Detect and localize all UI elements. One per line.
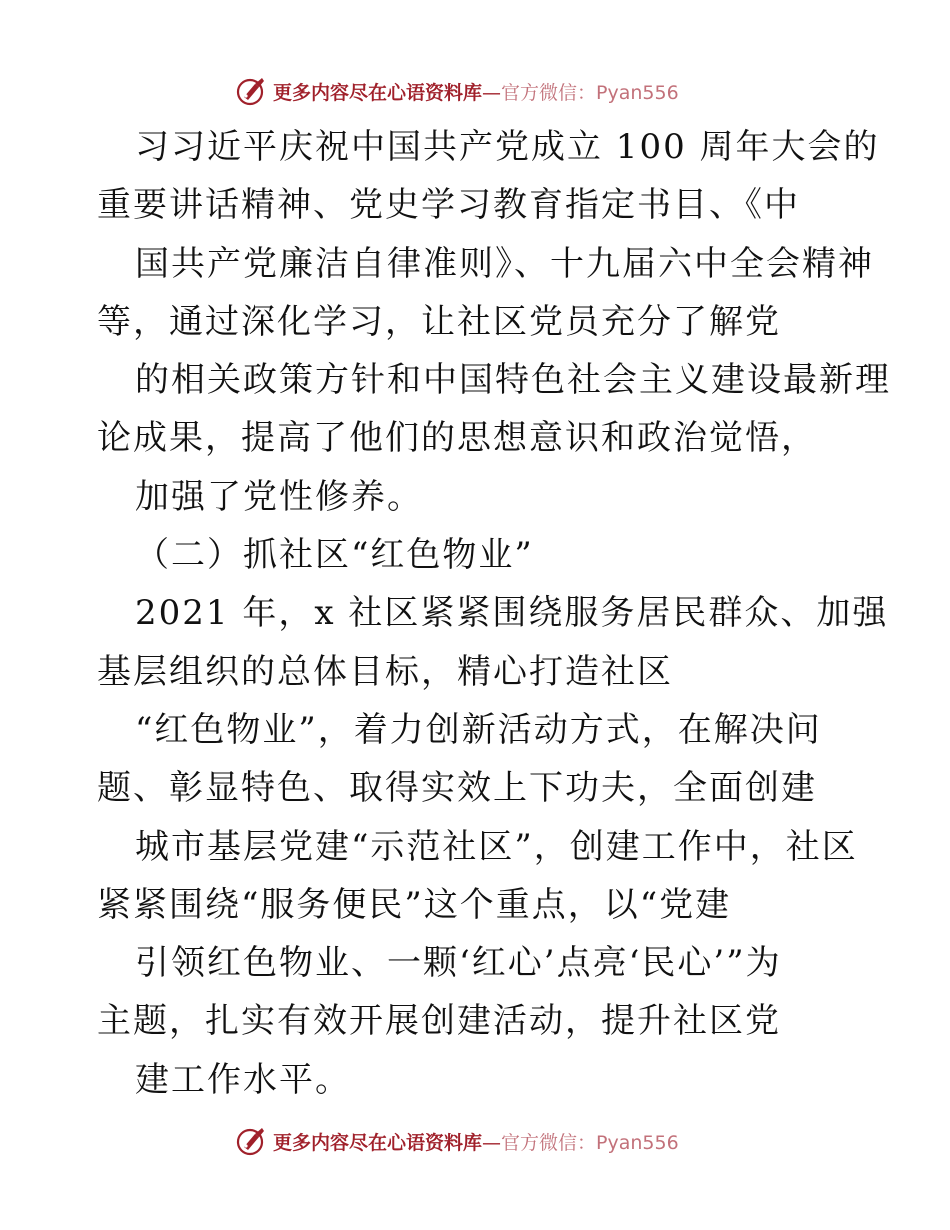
text-line: 论成果，提高了他们的思想意识和政治觉悟， bbox=[97, 418, 817, 459]
text-line: 等，通过深化学习，让社区党员充分了解党 bbox=[97, 301, 781, 342]
watermark-dash: — bbox=[482, 1131, 502, 1154]
text-line: 建工作水平。 bbox=[135, 1059, 351, 1100]
text-line: 主题，扎实有效开展创建活动，提升社区党 bbox=[97, 1001, 781, 1042]
text-line: 2021 年，x 社区紧紧围绕服务居民群众、加强 bbox=[135, 593, 889, 634]
watermark-dash: — bbox=[482, 81, 502, 104]
watermark-slogan: 更多内容尽在心语资料库 bbox=[273, 1131, 483, 1154]
text-line: 的相关政策方针和中国特色社会主义建设最新理 bbox=[135, 360, 891, 401]
text-line: 城市基层党建“示范社区”，创建工作中，社区 bbox=[135, 826, 858, 867]
watermark-wechat-label: 官方微信： bbox=[501, 81, 597, 104]
text-line: 基层组织的总体目标，精心打造社区 bbox=[97, 651, 673, 692]
text-line: 重要讲话精神、党史学习教育指定书目、《中 bbox=[97, 185, 800, 226]
watermark-slogan: 更多内容尽在心语资料库 bbox=[273, 81, 483, 104]
watermark-wechat-id: Pyan556 bbox=[596, 81, 679, 104]
text-line: 国共产党廉洁自律准则》、十九届六中全会精神 bbox=[135, 243, 874, 284]
pen-seal-icon bbox=[235, 1125, 267, 1157]
watermark-wechat-label: 官方微信： bbox=[501, 1131, 597, 1154]
section-heading: （二）抓社区“红色物业” bbox=[135, 535, 534, 576]
document-body bbox=[97, 118, 891, 1109]
footer-watermark bbox=[235, 1124, 679, 1158]
text-line: 引领红色物业、一颗‘红心’点亮‘民心’”为 bbox=[135, 943, 782, 984]
watermark-wechat-id: Pyan556 bbox=[596, 1131, 679, 1154]
text-line: 习习近平庆祝中国共产党成立 100 周年大会的 bbox=[135, 127, 880, 167]
text-line: 题、彰显特色、取得实效上下功夫，全面创建 bbox=[97, 768, 817, 809]
header-watermark bbox=[235, 74, 679, 108]
pen-seal-icon bbox=[235, 75, 267, 107]
text-line: 紧紧围绕“服务便民”这个重点，以“党建 bbox=[97, 884, 732, 925]
text-line: 加强了党性修养。 bbox=[135, 476, 423, 517]
text-line: “红色物业”，着力创新活动方式，在解决问 bbox=[135, 709, 822, 750]
